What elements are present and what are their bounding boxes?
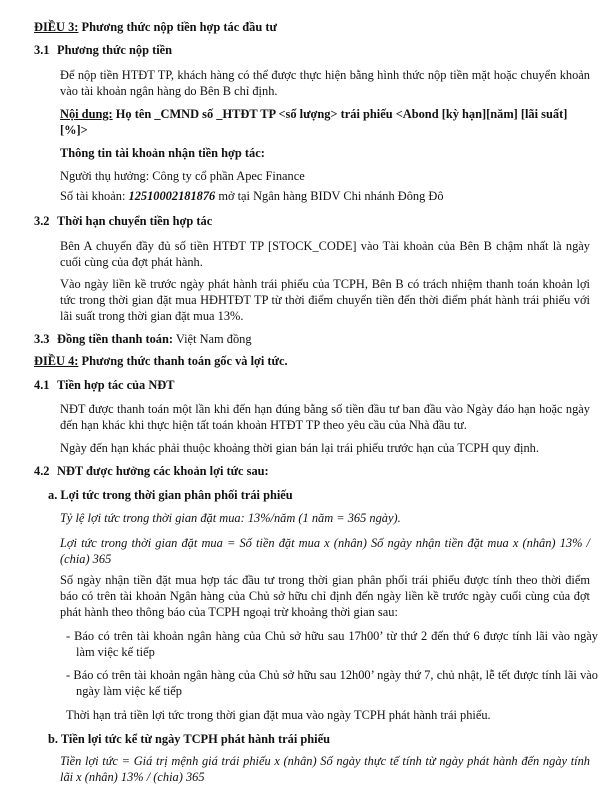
article-3-title: Phương thức nộp tiền hợp tác đầu tư: [78, 20, 277, 34]
section-4-2-heading: [34, 463, 574, 479]
section-4-2-number: 4.2: [34, 464, 50, 478]
section-3-1-title: Phương thức nộp tiền: [57, 43, 173, 57]
article-4-title: Phương thức thanh toán gốc và lợi tức.: [78, 354, 288, 368]
article-4-heading: [34, 353, 574, 369]
account-info-heading: Thông tin tài khoản nhận tiền hợp tác:: [60, 146, 265, 160]
account-bank: mở tại Ngân hàng BIDV Chi nhánh Đông Đô: [215, 189, 444, 203]
subsection-a-heading: a. Lợi tức trong thời gian phân phối trái phiếu: [48, 488, 293, 502]
section-4-1-number: 4.1: [34, 378, 50, 392]
section-3-3-line: [34, 331, 574, 347]
subscription-interest-formula: Lợi tức trong thời gian đặt mua = Số tiền đặt mua x (nhân) Số ngày nhận tiền đặt mua x (nhân) 13% / (chia) 365: [60, 536, 590, 566]
transfer-content-line: [60, 106, 590, 138]
section-4-1-paragraph-1: NĐT được thanh toán một lần khi đến hạn đúng bằng số tiền đầu tư ban đầu vào Ngày đáo hạn hoặc ngày đến hạn khác khi thực hiện tất toán khoản HTĐT TP theo yêu cầu của Nhà đầu tư.: [60, 402, 590, 432]
subsection-a-paragraph: Số ngày nhận tiền đặt mua hợp tác đầu tư trong thời gian phân phối trái phiếu được tính theo thời điểm báo có trên tài khoản Ngân hàng của Chủ sở hữu chỉ định đến ngày liền kề trước ngày cuối cùng của đợt phát hành theo thông báo của TCPH ngoại trừ khoảng thời gian sau:: [60, 573, 590, 619]
section-3-1-paragraph: Để nộp tiền HTĐT TP, khách hàng có thể được thực hiện bằng hình thức nộp tiền mặt hoặc chuyển khoản vào tài khoản ngân hàng do Bên B chỉ định.: [60, 68, 590, 98]
account-number-label: Số tài khoản:: [60, 189, 129, 203]
section-3-2-paragraph-2: Vào ngày liền kề trước ngày phát hành trái phiếu của TCPH, Bên B có trách nhiệm thanh toán khoản lợi tức trong thời gian đặt mua HĐHTĐT TP từ thời điểm chuyển tiền đến thời điểm phát hành trái phiếu với lãi suất trong thời gian đặt mua 13%.: [60, 277, 590, 323]
section-3-1-number: 3.1: [34, 43, 50, 57]
beneficiary-line: Người thụ hưởng: Công ty cổ phần Apec Finance: [60, 169, 305, 183]
account-number-line: [60, 188, 590, 204]
section-3-2-number: 3.2: [34, 214, 50, 228]
section-4-1-paragraph-2: Ngày đến hạn khác phải thuộc khoảng thời gian bán lại trái phiếu trước hạn của TCPH quy định.: [60, 441, 539, 455]
section-4-1-heading: [34, 377, 574, 393]
bullet-item-2: - Báo có trên tài khoản ngân hàng của Chủ sở hữu sau 12h00’ ngày thứ 7, chủ nhật, lễ tết được tính lãi vào ngày làm việc kế tiếp: [66, 668, 598, 698]
section-3-1-heading: [34, 42, 574, 58]
transfer-content-label: Nội dung:: [60, 107, 113, 121]
account-number-value: 12510002181876: [128, 189, 216, 203]
subsection-b-heading: b. Tiền lợi tức kể từ ngày TCPH phát hành trái phiếu: [48, 732, 330, 746]
section-3-3-title: Đồng tiền thanh toán:: [57, 332, 174, 346]
coupon-interest-formula: Tiền lợi tức = Giá trị mệnh giá trái phiếu x (nhân) Số ngày thực tế tính từ ngày phát hành đến ngày tính lãi x (nhân) 13% / (chia) 365: [60, 754, 590, 784]
section-3-2-paragraph-1: Bên A chuyển đầy đủ số tiền HTĐT TP [STOCK_CODE] vào Tài khoản của Bên B chậm nhất là ngày cuối cùng của đợt phát hành.: [60, 239, 590, 269]
subsection-a-closing: Thời hạn trả tiền lợi tức trong thời gian đặt mua vào ngày TCPH phát hành trái phiếu.: [66, 708, 491, 722]
article-4-label: ĐIỀU 4:: [34, 354, 79, 368]
subscription-rate-line: Tỷ lệ lợi tức trong thời gian đặt mua: 13%/năm (1 năm = 365 ngày).: [60, 511, 401, 525]
section-3-3-number: 3.3: [34, 332, 50, 346]
section-4-1-title: Tiền hợp tác của NĐT: [57, 378, 175, 392]
transfer-content-value: Họ tên _CMND số _HTĐT TP <số lượng> trái phiếu <Abond [kỳ hạn][năm] [lãi suất][%]>: [60, 107, 568, 137]
article-3-heading: [34, 19, 574, 35]
bullet-item-1: - Báo có trên tài khoản ngân hàng của Chủ sở hữu sau 17h00’ từ thứ 2 đến thứ 6 được tính lãi vào ngày làm việc kế tiếp: [66, 629, 598, 659]
section-4-2-title: NĐT được hưởng các khoản lợi tức sau:: [57, 464, 269, 478]
section-3-2-heading: [34, 213, 574, 229]
section-3-3-value: Việt Nam đồng: [173, 332, 252, 346]
section-3-2-title: Thời hạn chuyển tiền hợp tác: [57, 214, 213, 228]
article-3-label: ĐIỀU 3:: [34, 20, 79, 34]
